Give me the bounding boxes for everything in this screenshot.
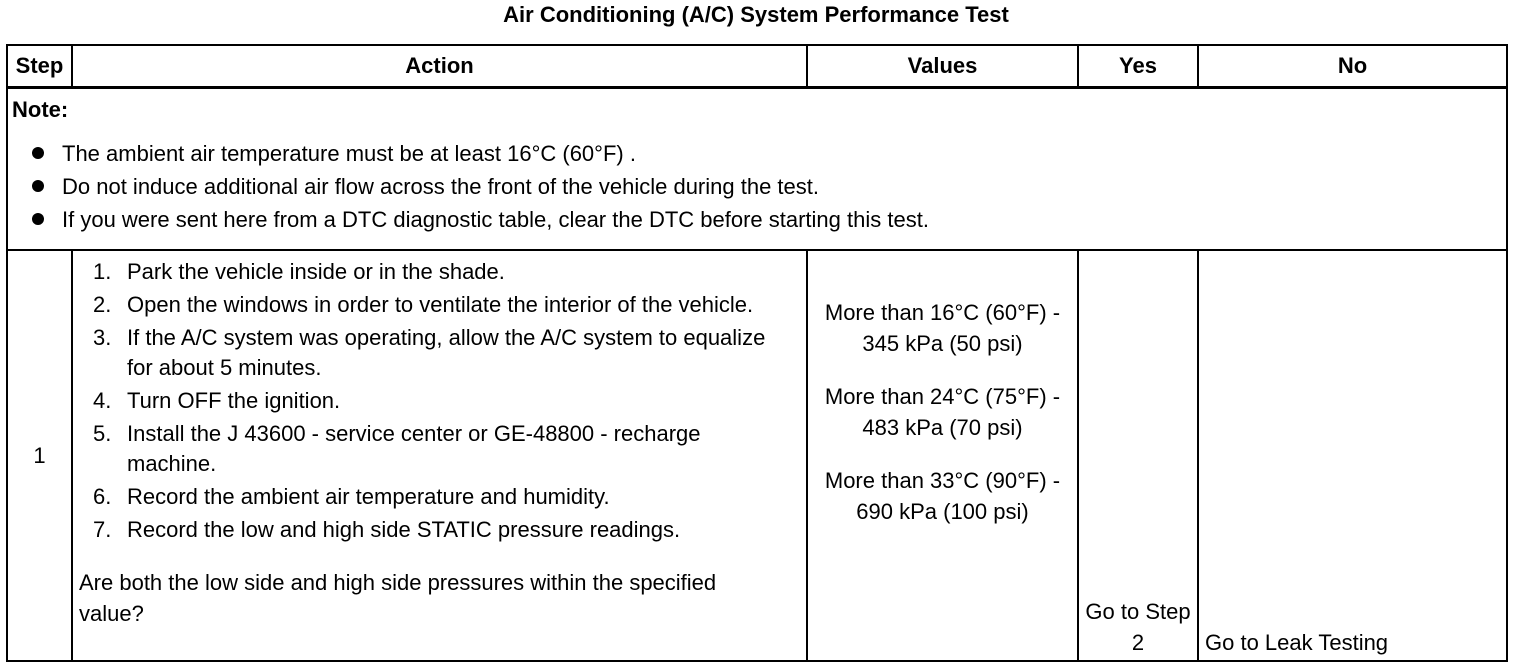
page-title: Air Conditioning (A/C) System Performance Test <box>503 2 1009 27</box>
action-step-text: If the A/C system was operating, allow the A/C system to equalize for about 5 minutes. <box>127 325 766 380</box>
header-no: No <box>1198 45 1507 88</box>
action-step-number: 2. <box>93 292 112 317</box>
note-bullet <box>8 170 1506 203</box>
action-step-text: Install the J 43600 - service center or GE-48800 - recharge machine. <box>127 421 701 476</box>
bullet-dot-icon <box>32 213 44 225</box>
action-step <box>73 482 806 512</box>
action-step <box>73 290 806 320</box>
header-values: Values <box>807 45 1078 88</box>
table-row <box>7 250 1507 661</box>
header-yes: Yes <box>1078 45 1198 88</box>
action-step-text: Park the vehicle inside or in the shade. <box>127 259 505 284</box>
action-step-text: Record the ambient air temperature and humidity. <box>127 484 610 509</box>
values-cell <box>807 250 1078 661</box>
note-bullet-text: If you were sent here from a DTC diagnostic table, clear the DTC before starting this test. <box>62 207 929 232</box>
action-step-text: Open the windows in order to ventilate the interior of the vehicle. <box>127 292 754 317</box>
action-step <box>73 386 806 416</box>
note-bullet <box>8 203 1506 236</box>
no-link[interactable]: Go to Leak Testing <box>1198 250 1507 661</box>
value-item: More than 16°C (60°F) - 345 kPa (50 psi) <box>824 300 1061 356</box>
bullet-dot-icon <box>32 180 44 192</box>
action-step <box>73 515 806 545</box>
action-step-number: 6. <box>93 484 112 509</box>
action-step <box>73 257 806 287</box>
action-step-number: 5. <box>93 421 112 446</box>
action-question: Are both the low side and high side pressures within the specified value? <box>79 570 717 626</box>
action-step-number: 3. <box>93 325 112 350</box>
bullet-dot-icon <box>32 147 44 159</box>
action-step-number: 4. <box>93 388 112 413</box>
action-cell <box>72 250 807 661</box>
performance-test-table <box>6 44 1508 662</box>
header-step: Step <box>7 45 72 88</box>
note-bullet-list <box>8 137 1506 236</box>
step-number: 1 <box>7 250 72 661</box>
action-step-text: Turn OFF the ignition. <box>127 388 341 413</box>
header-action: Action <box>72 45 807 88</box>
yes-link[interactable]: Go to Step 2 <box>1078 250 1198 661</box>
action-step <box>73 419 806 479</box>
note-bullet-text: Do not induce additional air flow across the front of the vehicle during the test. <box>62 174 819 199</box>
note-label: Note: <box>12 97 69 122</box>
action-step-text: Record the low and high side STATIC pressure readings. <box>127 517 681 542</box>
header-row <box>7 45 1507 88</box>
value-item: More than 24°C (75°F) - 483 kPa (70 psi) <box>824 384 1061 440</box>
action-steps-list <box>73 257 806 545</box>
action-step-number: 1. <box>93 259 112 284</box>
action-step <box>73 323 806 383</box>
note-row <box>7 88 1507 251</box>
note-bullet <box>8 137 1506 170</box>
value-item: More than 33°C (90°F) - 690 kPa (100 psi) <box>824 468 1061 524</box>
action-step-number: 7. <box>93 517 112 542</box>
note-bullet-text: The ambient air temperature must be at least 16°C (60°F) . <box>62 141 636 166</box>
note-cell <box>7 88 1507 251</box>
